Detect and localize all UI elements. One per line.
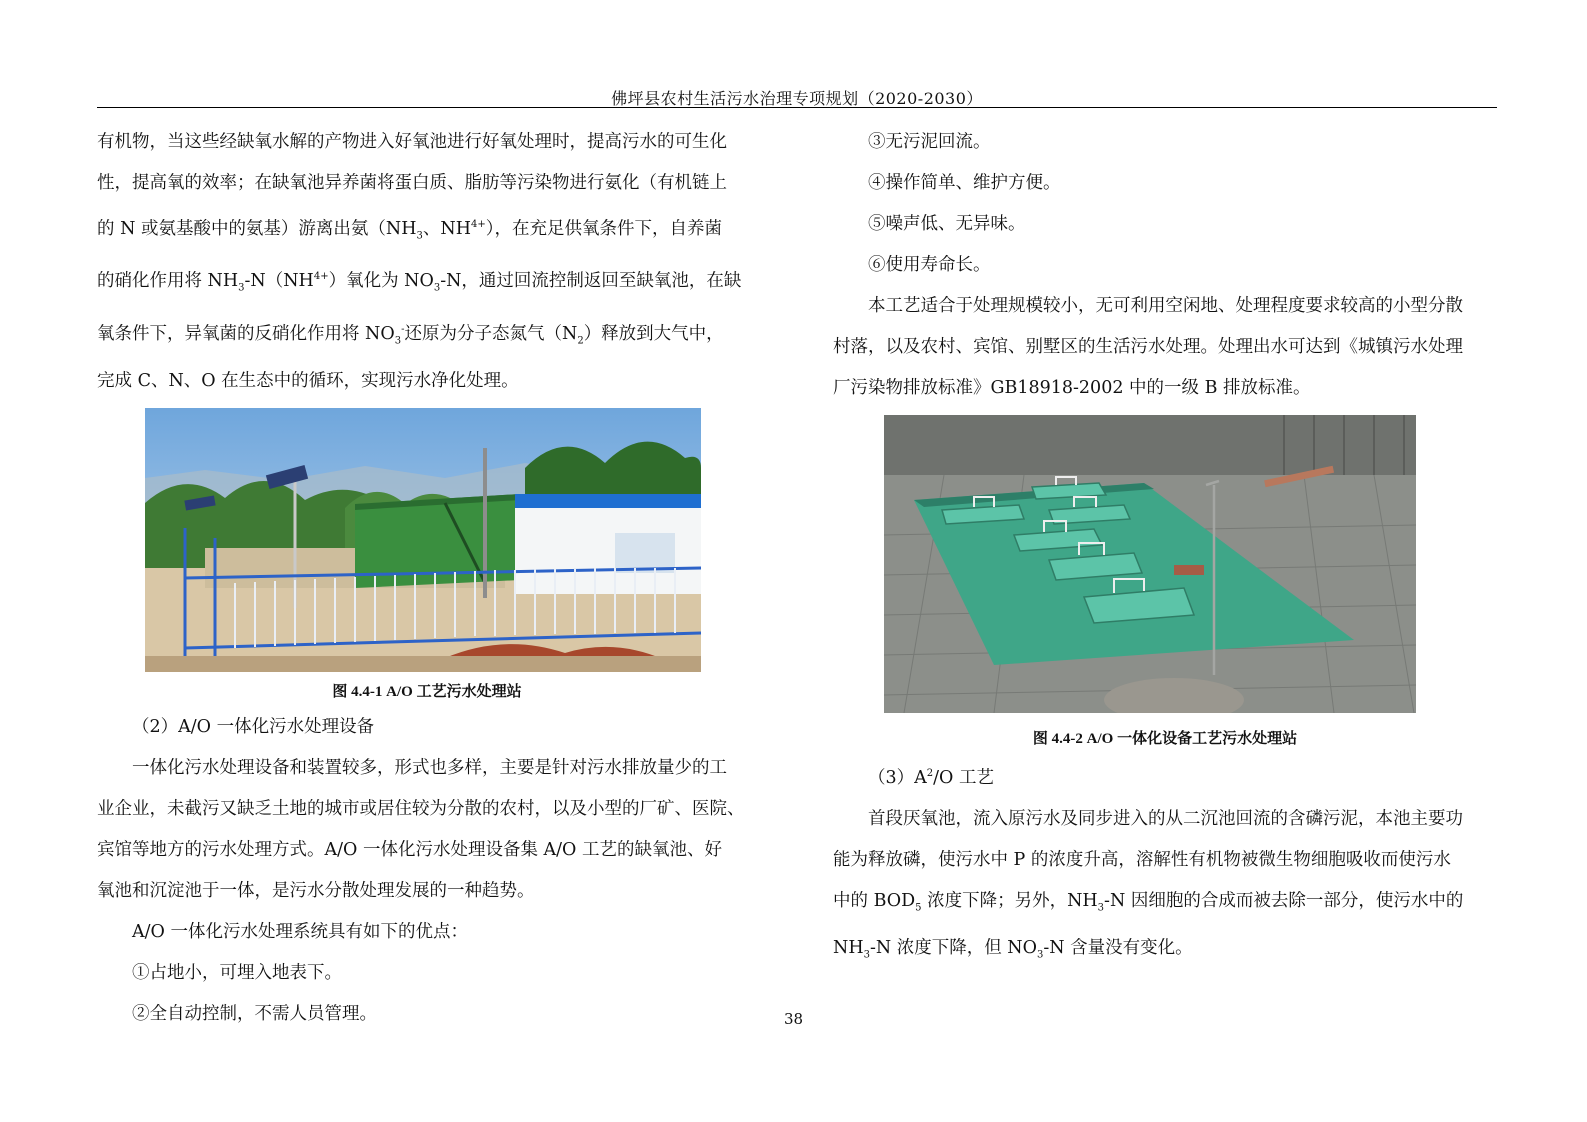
- paragraph-line: A/O 一体化污水处理系统具有如下的优点：: [132, 921, 468, 942]
- paragraph-line: 村落，以及农村、宾馆、别墅区的生活污水处理。处理出水可达到《城镇污水处理: [833, 337, 1463, 357]
- list-item: ①占地小，可埋入地表下。: [132, 962, 342, 983]
- paragraph-line: 完成 C、N、O 在生态中的循环，实现污水净化处理。: [97, 370, 519, 391]
- left-column: [97, 122, 757, 1035]
- right-column: [833, 122, 1497, 976]
- list-item: ②全自动控制，不需人员管理。: [132, 1003, 377, 1024]
- paragraph-line: 性，提高氧的效率；在缺氧池异养菌将蛋白质、脂肪等污染物进行氨化（有机链上: [97, 173, 727, 193]
- figure-caption: 图 4.4-2 A/O 一体化设备工艺污水处理站: [1032, 731, 1298, 747]
- figure-photo-treatment-station: [145, 408, 701, 672]
- list-item: ③无污泥回流。: [868, 132, 991, 152]
- paragraph-line: 宾馆等地方的污水处理方式。A/O 一体化污水处理设备集 A/O 工艺的缺氧池、好: [97, 839, 722, 860]
- paragraph-line: 有机物，当这些经缺氧水解的产物进入好氧池进行好氧处理时，提高污水的可生化: [97, 132, 727, 152]
- paragraph-line: 的 N 或氨基酸中的氨基）游离出氨（$NH_3$、$NH^{4+}$），在充足供氧条件下，自养菌: [97, 218, 722, 242]
- paragraph-line: 首段厌氧池，流入原污水及同步进入的从二沉池回流的含磷污泥，本池主要功: [868, 808, 1463, 829]
- paragraph-line: 中的 $BOD_5$ 浓度下降；另外，$NH_3-N$ 因细胞的合成而被去除一部分，使污水中的: [833, 890, 1464, 914]
- paragraph-line: 本工艺适合于处理规模较小，无可利用空闲地、处理程度要求较高的小型分散: [868, 296, 1463, 316]
- list-item: ⑥使用寿命长。: [868, 255, 991, 275]
- paragraph-line: 的硝化作用将 $NH_3-N(NH^{4+})$氧化为 $NO_3-N$，通过回流控制返回至缺氧池，在缺: [97, 271, 742, 294]
- paragraph-line: 氧条件下，异氧菌的反硝化作用将 $NO_3^-$还原为分子态氮气$(N_2)$释放到大气中，: [97, 323, 724, 346]
- paragraph-line: 一体化污水处理设备和装置较多，形式也多样，主要是针对污水排放量少的工: [132, 757, 727, 778]
- paragraph-line: 氧池和沉淀池于一体，是污水分散处理发展的一种趋势。: [97, 880, 535, 901]
- paragraph-line: 能为释放磷，使污水中 P 的浓度升高，溶解性有机物被微生物细胞吸收而使污水: [833, 849, 1451, 870]
- header-rule: [97, 107, 1497, 108]
- page-number: 38: [783, 1010, 804, 1028]
- running-header: 佛坪县农村生活污水治理专项规划（2020-2030）: [611, 89, 983, 108]
- figure-caption: 图 4.4-1 A/O 工艺污水处理站: [332, 683, 522, 700]
- paragraph-line: 业企业，未截污又缺乏土地的城市或居住较为分散的农村，以及小型的厂矿、医院、: [97, 798, 745, 819]
- section-title: （2）A/O 一体化污水处理设备: [132, 716, 375, 737]
- list-item: ④操作简单、维护方便。: [868, 173, 1061, 193]
- paragraph-line: $NH_3-N$ 浓度下降，但 $NO_3-N$ 含量没有变化。: [833, 938, 1193, 961]
- section-title: $(3)A^2/O$ 工艺: [868, 767, 994, 788]
- figure-photo-integrated-equipment: [884, 415, 1416, 713]
- paragraph-line: 厂污染物排放标准》GB18918-2002 中的一级 B 排放标准。: [833, 378, 1311, 398]
- list-item: ⑤噪声低、无异味。: [868, 214, 1026, 234]
